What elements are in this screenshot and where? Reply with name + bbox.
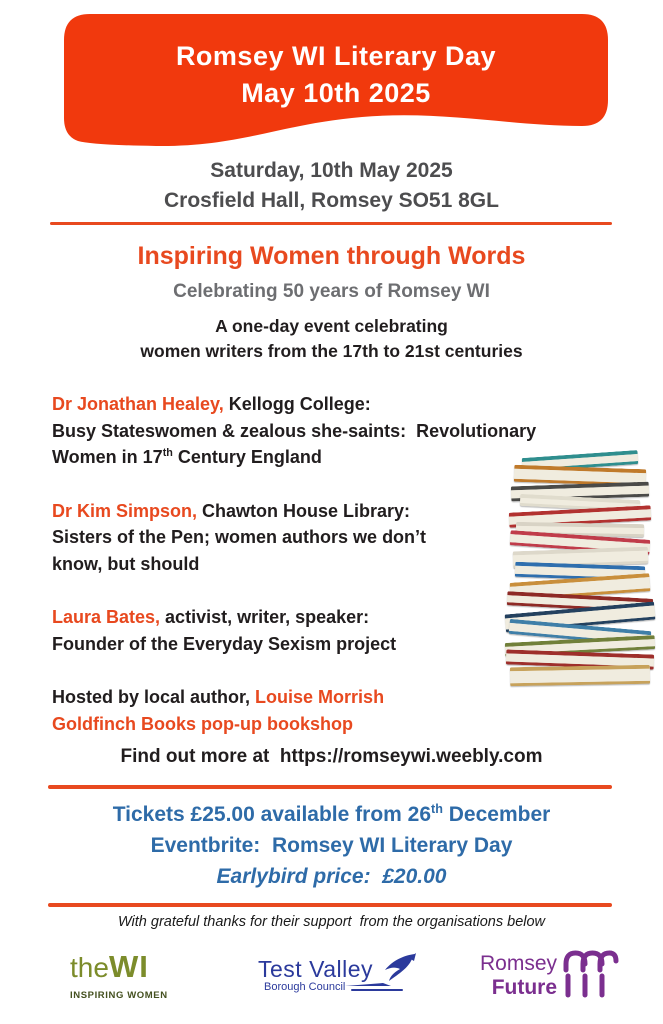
the-wi-logo-the: the (70, 952, 109, 983)
test-valley-logo-name: Test Valley (258, 956, 374, 982)
speaker-line: Sisters of the Pen; women authors we don’t (52, 527, 427, 547)
speaker-block (52, 391, 552, 471)
event-description-line2: women writers from the 17th to 21st centuries (140, 341, 523, 361)
banner-title-line1: Romsey WI Literary Day (175, 41, 497, 71)
romsey-future-wordmark (480, 952, 557, 1000)
the-wi-logo-tagline: INSPIRING WOMEN (70, 990, 168, 1001)
the-wi-logo (70, 949, 180, 1001)
date-venue (0, 156, 663, 216)
speaker-line: Busy Stateswomen & zealous she-saints: Revolutionary (52, 420, 537, 441)
banner-title-line2: May 10th 2025 (241, 78, 431, 108)
speaker-line: Dr Kim Simpson, Chawton House Library: (52, 500, 411, 521)
event-venue: Crosfield Hall, Romsey SO51 8GL (164, 189, 499, 212)
event-date: Saturday, 10th May 2025 (210, 159, 453, 182)
tickets-line: Earlybird price: £20.00 (216, 865, 447, 888)
tickets-info (0, 799, 663, 892)
speaker-line: know, but should (52, 553, 200, 574)
test-valley-council-logo (258, 956, 418, 993)
speaker-line: Dr Jonathan Healey, Kellogg College: (52, 394, 371, 414)
divider-rule-middle (48, 785, 612, 789)
tickets-line: Eventbrite: Romsey WI Literary Day (150, 834, 513, 857)
speaker-line: Laura Bates, activist, writer, speaker: (52, 607, 370, 627)
website-url-text: Find out more at https://romseywi.weebly.com (120, 746, 543, 767)
test-valley-logo-subtitle: Borough Council (264, 981, 346, 993)
sponsors-thanks-text: With grateful thanks for their support from the organisations below (117, 914, 546, 930)
banner-title (64, 38, 608, 112)
books-stack-image (500, 455, 660, 685)
the-wi-logo-wordmark (70, 949, 180, 988)
swoosh-lines-icon (345, 983, 411, 993)
the-wi-logo-wi: WI (108, 949, 149, 984)
event-description (0, 314, 663, 364)
speaker-line: Women in 17th Century England (52, 447, 322, 467)
divider-rule-top (50, 222, 612, 225)
romsey-future-line1: Romsey (480, 952, 558, 975)
romsey-future-logo (480, 948, 619, 1000)
romsey-future-line2: Future (491, 976, 558, 999)
speaker-line: Hosted by local author, Louise Morrish (52, 687, 385, 707)
divider-rule-bottom (48, 903, 612, 907)
speakers-list (52, 391, 552, 764)
event-subheadline: Celebrating 50 years of Romsey WI (173, 281, 490, 302)
speaker-block (52, 604, 552, 657)
event-description-line1: A one-day event celebrating (215, 316, 448, 336)
tickets-line: Tickets £25.00 available from 26th December (112, 802, 551, 826)
header-banner (44, 14, 608, 148)
book-spine (510, 665, 650, 687)
leaping-fish-icon (375, 952, 417, 982)
triple-arch-icon (561, 948, 619, 998)
event-headline: Inspiring Women through Words (137, 242, 526, 270)
speaker-line: Founder of the Everyday Sexism project (52, 633, 397, 654)
speaker-line: Goldfinch Books pop-up bookshop (52, 713, 353, 734)
speaker-block (52, 684, 552, 737)
speaker-block (52, 498, 552, 578)
